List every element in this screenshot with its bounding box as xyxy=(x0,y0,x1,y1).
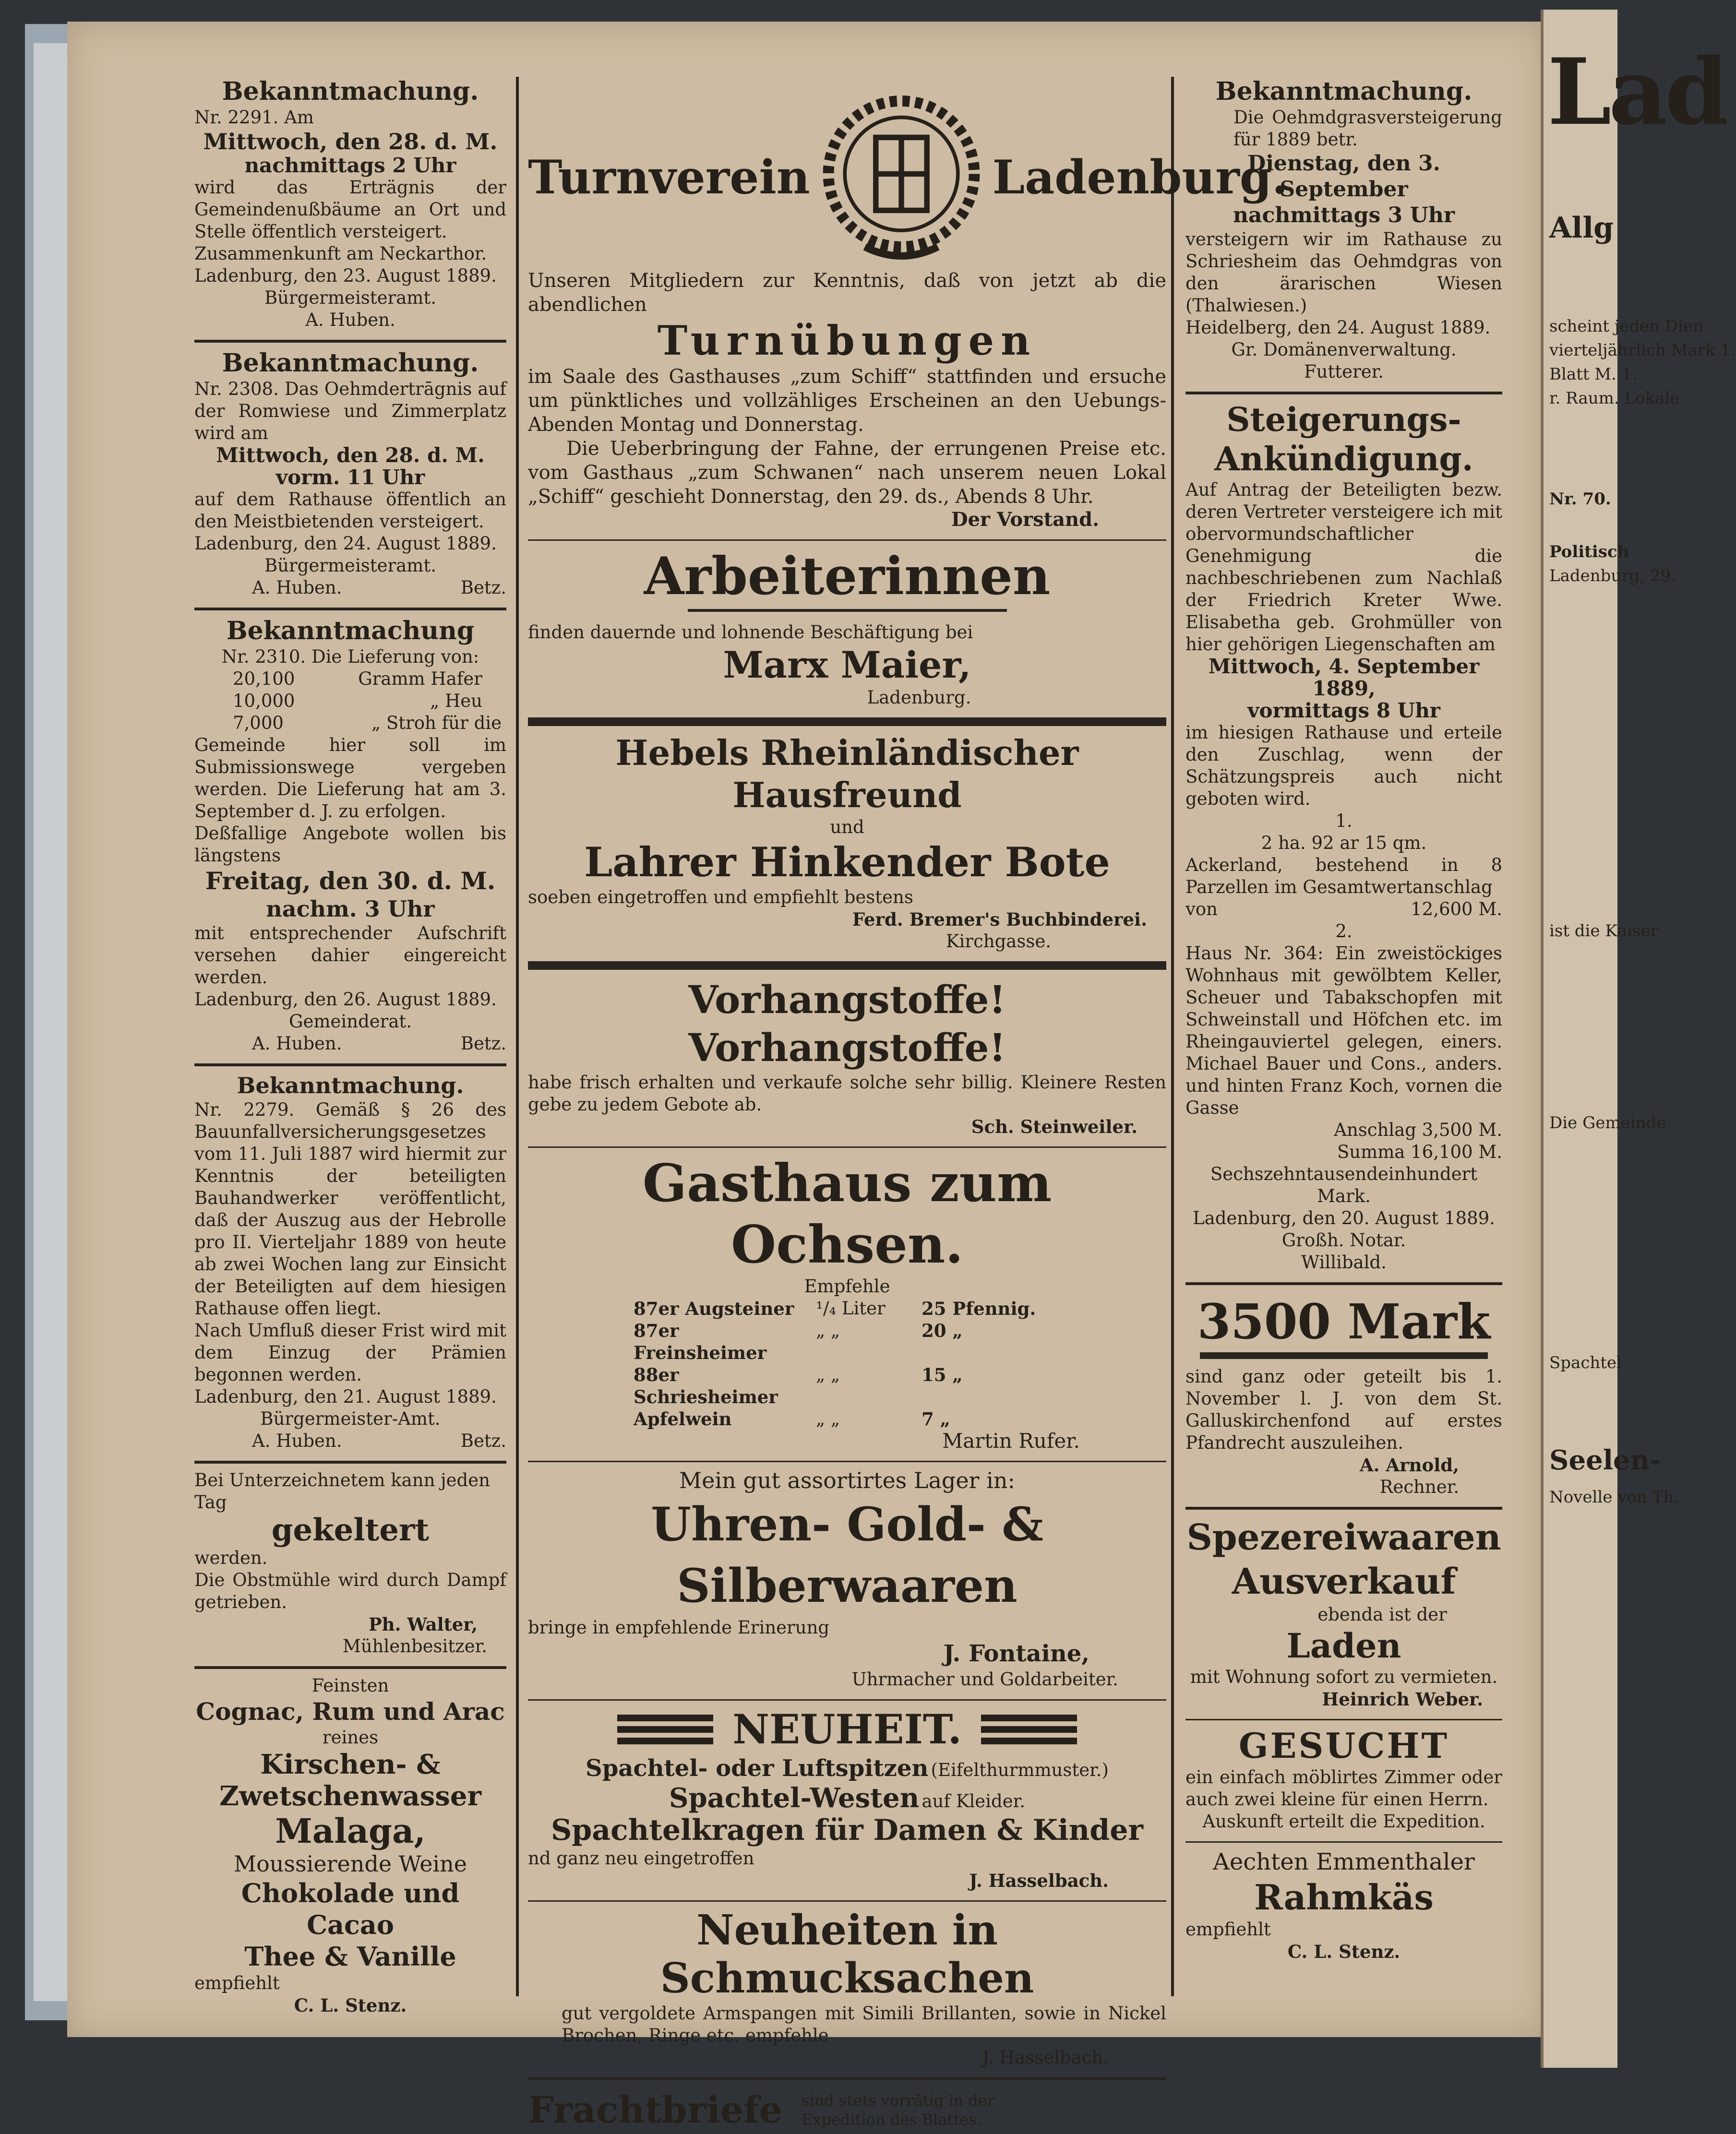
list-item xyxy=(233,712,502,734)
ad-headline: Ausverkauf xyxy=(1232,1561,1456,1602)
edge-line: Ladenburg, 29. xyxy=(1549,566,1676,585)
item-quantity: 10,000 xyxy=(233,691,295,711)
notice-title: Ankündigung. xyxy=(1214,440,1473,478)
notice-office: Gemeinderat. xyxy=(288,1011,412,1032)
column-rule-right xyxy=(1171,77,1174,1996)
edge-line: r. Raum. Lokale xyxy=(1549,389,1680,408)
notice-intro: Nr. 2310. Die Lieferung von: xyxy=(221,646,479,667)
notice-1 xyxy=(194,77,506,331)
wine-name: 88er Schriesheimer xyxy=(634,1364,778,1407)
divider xyxy=(528,961,1166,970)
ad-headline: Frachtbriefe xyxy=(528,2088,782,2131)
ad-note: (Eifelthurmmuster.) xyxy=(931,1760,1109,1780)
ad-line: Malaga, xyxy=(275,1811,426,1851)
lot-price: 12,600 M. xyxy=(1411,899,1502,919)
notice-body: Nach Umfluß dieser Frist wird mit dem Einzug der Prämien begonnen werden. xyxy=(194,1320,506,1385)
notice-body: auf dem Rathause öffentlich an den Meistbietenden versteigert. xyxy=(194,489,506,532)
ad-line: reines xyxy=(322,1727,379,1748)
ad-headline: Arbeiterinnen xyxy=(644,546,1051,607)
ad-headline: NEUHEIT. xyxy=(732,1705,962,1753)
price-row xyxy=(634,1320,1056,1364)
binding-strip xyxy=(34,43,67,2001)
divider xyxy=(528,1900,1166,1902)
notice-place-date: Heidelberg, den 24. August 1889. xyxy=(1185,317,1491,338)
spezerei-ad xyxy=(1185,1515,1502,1710)
ad-line: Spachtelkragen für Damen & Kinder xyxy=(551,1813,1144,1847)
notice-oehmdgras xyxy=(1185,77,1502,383)
item-name: „ Heu xyxy=(430,691,482,711)
notice-body: Nr. 2279. Gemäß § 26 des Bauunfallversicherungsgesetzes vom 11. Juli 1887 wird hiermit zur Kenntnis der beteiligten Bauhandwerker veröffentlicht, daß der Auszug aus der Hebrolle pro II. Vierteljahr 1889 von heute ab zwei Wochen lang zur Einsicht der Beteiligten auf dem hiesigen Rathause offen liegt. xyxy=(194,1099,506,1319)
notice-date: Mittwoch, den 28. d. M. xyxy=(203,129,498,155)
notice-office: Bürgermeister-Amt. xyxy=(260,1408,441,1429)
ad-headline: Rahmkäs xyxy=(1254,1877,1434,1918)
notice-place-date: Ladenburg, den 26. August 1889. xyxy=(194,989,497,1010)
ad-headline: GESUCHT xyxy=(1238,1725,1449,1766)
ad-signer: Heinrich Weber. xyxy=(1322,1689,1483,1710)
wine-name: Apfelwein xyxy=(634,1408,732,1430)
divider xyxy=(1185,392,1502,394)
ad-signer: A. Arnold, xyxy=(1359,1454,1459,1476)
notice-title: Bekanntmachung. xyxy=(1215,77,1473,106)
notice-body: wird das Erträgnis der Gemeindenußbäume an Ort und Stelle öffentlich versteigert. xyxy=(194,177,506,242)
schmuck-ad xyxy=(528,1907,1166,2069)
ad-body: im Saale des Gasthauses „zum Schiff“ stattfinden und ersuche um pünktliches und vollzähliges Erscheinen an den Uebungs-Abenden Montag und Donnerstag. xyxy=(528,366,1166,436)
notice-steigerung xyxy=(1185,400,1502,1274)
ad-signer: C. L. Stenz. xyxy=(1287,1941,1401,1962)
gesucht-ad xyxy=(1185,1725,1502,1833)
wine-name: 87er Freinsheimer xyxy=(634,1320,767,1363)
edge-line: Die Gemeinde xyxy=(1549,1113,1666,1133)
notice-time: vorm. 11 Uhr xyxy=(275,465,425,489)
wreath-emblem-icon xyxy=(810,86,993,269)
ad-body: gut vergoldete Armspangen mit Simili Brillanten, sowie in Nickel Brochen, Ringe etc. empfehle xyxy=(562,2003,1166,2046)
ad-body: Auskunft erteilt die Expedition. xyxy=(1202,1811,1485,1832)
ad-signer: Ph. Walter, xyxy=(368,1614,478,1635)
lot-description: Ackerland, bestehend in 8 Parzellen im Gesamtwertanschlag xyxy=(1185,855,1502,897)
ad-body: nd ganz neu eingetroffen xyxy=(528,1848,754,1869)
notice-body: Nr. 2308. Das Oehmdertrāgnis auf der Romwiese und Zimmerplatz wird am xyxy=(194,379,506,443)
ad-headline: Hebels Rheinländischer Hausfreund xyxy=(615,732,1079,815)
ad-line: Cognac, Rum und Arac xyxy=(196,1697,505,1726)
divider xyxy=(1185,1719,1502,1720)
ad-signer: Der Vorstand. xyxy=(951,508,1099,531)
ad-headline: Turnübungen xyxy=(657,317,1037,364)
wine-price: 25 Pfennig. xyxy=(922,1298,1036,1319)
divider xyxy=(528,1146,1166,1148)
notice-number: Nr. 2291. Am xyxy=(194,107,314,128)
wine-unit: „ „ xyxy=(816,1364,840,1385)
uhren-ad xyxy=(528,1467,1166,1691)
notice-signers xyxy=(194,577,506,599)
item-quantity: 20,100 xyxy=(233,668,295,689)
lot-label: von xyxy=(1185,899,1218,919)
divider xyxy=(528,2077,1166,2080)
ad-body: Die Ueberbringung der Fahne, der errungenen Preise etc. vom Gasthaus „zum Schwanen“ nach unserem neuen Lokal „Schiff“ geschieht Donnerstag, den 29. ds., Abends 8 Uhr. xyxy=(528,438,1166,508)
divider xyxy=(1185,1282,1502,1285)
ad-line: Chokolade und Cacao xyxy=(241,1878,460,1940)
ad-intro: Empfehle xyxy=(804,1276,890,1297)
divider xyxy=(528,539,1166,541)
ad-headline: Laden xyxy=(1286,1626,1401,1666)
lot-sum-words: Sechszehntausendeinhundert Mark. xyxy=(1210,1164,1478,1206)
wine-unit: „ „ xyxy=(816,1320,840,1341)
ad-line: Zwetschenwasser xyxy=(219,1780,481,1812)
edge-line: vierteljährlich Mark 1. xyxy=(1549,341,1736,360)
next-page-edge xyxy=(1541,10,1736,2068)
ad-signer: J. Hasselbach. xyxy=(982,2047,1109,2068)
divider xyxy=(1185,1507,1502,1510)
decorative-bars-icon xyxy=(617,1710,713,1749)
notice-time: nachmittags 2 Uhr xyxy=(244,154,456,177)
ad-intro: Unseren Mitgliedern zur Kenntnis, daß von jetzt ab die abendlichen xyxy=(528,270,1166,316)
ad-intro: Mein gut assortirtes Lager in: xyxy=(679,1467,1015,1493)
neuheit-header xyxy=(528,1705,1166,1753)
ad-conjunction: und xyxy=(830,817,864,837)
notice-title: Bekanntmachung xyxy=(226,616,475,645)
frachtbriefe-ad xyxy=(528,2086,1166,2134)
ad-body: Die Obstmühle wird durch Dampf getrieben. xyxy=(194,1570,506,1612)
edge-line: scheint jeden Dien xyxy=(1549,317,1704,336)
turnverein-ad xyxy=(528,86,1288,531)
ad-signer: J. Fontaine, xyxy=(943,1640,1089,1667)
notice-body: Deßfallige Angebote wollen bis längstens xyxy=(194,823,506,866)
list-item xyxy=(233,668,482,690)
ad-body: werden. xyxy=(194,1548,268,1568)
notice-3 xyxy=(194,616,506,1055)
notice-place-date: Ladenburg, den 21. August 1889. xyxy=(194,1386,497,1407)
notice-signers xyxy=(194,1033,506,1055)
lot-description: Haus Nr. 364: Ein zweistöckiges Wohnhaus mit gewölbtem Keller, Scheuer und Tabakschopfen mit Schweinstall und Höfchen etc. im Rheingauviertel gelegen, einers. Michael Bauer und Cons., anders. und hinten Franz Koch, vornen die Gasse xyxy=(1185,943,1502,1118)
ad-line: Moussierende Weine xyxy=(233,1851,467,1877)
notice-signer: A. Huben. xyxy=(252,1033,342,1054)
divider xyxy=(194,340,506,343)
notice-5 xyxy=(194,1469,506,1657)
divider xyxy=(1185,1841,1502,1843)
notice-place-date: Ladenburg, den 24. August 1889. xyxy=(194,533,497,554)
notice-office: Bürgermeisteramt. xyxy=(264,555,436,576)
notice-place-date: Ladenburg, den 20. August 1889. xyxy=(1193,1208,1495,1228)
ad-body: empfiehlt xyxy=(1185,1919,1271,1940)
ad-line: Kirschen- & xyxy=(260,1749,441,1780)
notice-body: Gemeinde hier soll im Submissionswege vergeben werden. Die Lieferung hat am 3. September d. J. zu erfolgen. xyxy=(194,735,506,822)
notice-signer: A. Huben. xyxy=(305,310,395,330)
notice-2 xyxy=(194,348,506,599)
edge-line: Allg xyxy=(1549,211,1614,245)
headline-underline xyxy=(688,609,1007,612)
notice-office: Großh. Notar. xyxy=(1281,1230,1406,1251)
ad-note: auf Kleider. xyxy=(922,1791,1025,1812)
edge-line: Politisch xyxy=(1549,542,1629,561)
decorative-bars-icon xyxy=(981,1710,1077,1749)
notice-title: Steigerungs- xyxy=(1226,401,1461,439)
ad-body: ein einfach möblirtes Zimmer oder auch zwei kleine für einen Herrn. xyxy=(1185,1767,1502,1810)
notice-signer: Betz. xyxy=(460,577,506,598)
notice-date: Dienstag, den 3. September xyxy=(1247,151,1440,202)
notice-date: Mittwoch, den 28. d. M. xyxy=(216,443,485,467)
wine-price: 15 „ xyxy=(922,1364,963,1385)
notice-signer: A. Huben. xyxy=(252,577,342,598)
ad-body: bringe in empfehlende Erinerung xyxy=(528,1617,830,1638)
divider xyxy=(194,1666,506,1669)
headline-underline xyxy=(1200,1352,1488,1359)
lot-sum: Summa 16,100 M. xyxy=(1337,1142,1502,1162)
ad-signer-title: Mühlenbesitzer. xyxy=(342,1636,487,1657)
notice-time: nachmittags 3 Uhr xyxy=(1233,203,1455,227)
ad-signer: J. Hasselbach. xyxy=(969,1870,1109,1891)
wine-unit: ¹/₄ Liter xyxy=(816,1298,886,1319)
ad-body: habe frisch erhalten und verkaufe solche sehr billig. Kleinere Resten gebe zu jedem Gebote ab. xyxy=(528,1072,1166,1115)
ad-line: Spachtel- oder Luftspitzen xyxy=(586,1755,929,1782)
ochsen-ad xyxy=(528,1153,1166,1452)
notice-signer: Betz. xyxy=(460,1431,506,1451)
ad-signer: C. L. Stenz. xyxy=(294,1995,407,2016)
notice-body: versteigern wir im Rathause zu Schriesheim das Oehmdgras von den ärarischen Wiesen (Thalwiesen.) xyxy=(1185,229,1502,316)
arbeiterinnen-ad xyxy=(528,546,1166,709)
ad-signer: Ferd. Bremer's Buchbinderei. xyxy=(852,909,1147,930)
item-quantity: 7,000 xyxy=(233,713,284,733)
lot-number: 2. xyxy=(1335,921,1353,942)
divider xyxy=(194,1063,506,1066)
ad-headline: Neuheiten in Schmucksachen xyxy=(660,1906,1034,2003)
column-rule-left xyxy=(516,77,519,1996)
ad-body: sind ganz oder geteilt bis 1. November l. J. von dem St. Galluskirchenfond auf erstes Pfandrecht auszuleihen. xyxy=(1185,1366,1502,1453)
column-right xyxy=(1185,77,1502,2044)
ad-body: Expedition des Blattes. xyxy=(802,2110,982,2129)
ad-headline: Spezereiwaaren xyxy=(1186,1517,1501,1558)
ad-line: Aechten Emmenthaler xyxy=(1213,1848,1475,1875)
notice-office: Bürgermeisteramt. xyxy=(264,287,436,308)
notice-body: Die Oehmdgrasversteigerung für 1889 betr. xyxy=(1233,107,1502,150)
notice-title: Bekanntmachung. xyxy=(222,77,479,106)
lot-area: 2 ha. 92 ar 15 qm. xyxy=(1261,833,1427,853)
ad-signer-address: Kirchgasse. xyxy=(946,931,1051,952)
ad-signer: Martin Rufer. xyxy=(942,1429,1080,1453)
ad-body: soeben eingetroffen und empfiehlt bestens xyxy=(528,887,913,907)
edge-line: Blatt M. 1. xyxy=(1549,365,1638,384)
price-list xyxy=(528,1298,1056,1430)
ad-signer-title: Uhrmacher und Goldarbeiter. xyxy=(851,1669,1118,1690)
edge-line: Seelen- xyxy=(1549,1444,1661,1476)
turnverein-title-right: Ladenburg. xyxy=(992,150,1288,204)
lot-price-row xyxy=(1185,898,1502,920)
notice-date: Mittwoch, 4. September 1889, xyxy=(1208,655,1480,700)
hausfreund-ad xyxy=(528,732,1166,953)
notice-signers xyxy=(194,1430,506,1452)
ad-body: finden dauernde und lohnende Beschäftigung bei xyxy=(528,622,973,643)
edge-line: ist die Kaiser xyxy=(1549,921,1658,941)
ad-signer-title: Rechner. xyxy=(1379,1477,1459,1497)
loan-ad xyxy=(1185,1291,1502,1498)
ad-headline: Lahrer Hinkender Bote xyxy=(584,838,1110,886)
notice-place-date: Ladenburg, den 23. August 1889. xyxy=(194,265,497,286)
ad-headline: gekeltert xyxy=(271,1512,430,1548)
ad-line: empfiehlt xyxy=(194,1973,280,1993)
fracht-text xyxy=(802,2091,994,2129)
notice-signer: A. Huben. xyxy=(252,1431,342,1451)
edge-line: Spachtel xyxy=(1549,1353,1622,1372)
ad-intro: Bei Unterzeichnetem kann jeden Tag xyxy=(194,1470,490,1513)
edge-line: Nr. 70. xyxy=(1549,489,1611,509)
lot-price: Anschlag 3,500 M. xyxy=(1334,1120,1502,1140)
ad-name: Marx Maier, xyxy=(723,644,971,686)
divider xyxy=(194,1461,506,1464)
column-left xyxy=(194,77,506,2044)
notice-meeting: Zusammenkunft am Neckarthor. xyxy=(194,243,487,264)
notice-4 xyxy=(194,1072,506,1452)
wine-price: 7 „ xyxy=(922,1408,950,1430)
ad-line: Thee & Vanille xyxy=(244,1941,456,1972)
list-item xyxy=(233,690,482,712)
item-name: „ Stroh für die xyxy=(371,713,502,733)
price-row xyxy=(634,1298,1056,1320)
divider xyxy=(528,1699,1166,1701)
notice-signer: Willibald. xyxy=(1301,1252,1387,1273)
delivery-list xyxy=(194,668,506,734)
wine-price: 20 „ xyxy=(922,1320,963,1341)
edge-line: Novelle von Th. xyxy=(1549,1488,1679,1507)
ad-place: Ladenburg. xyxy=(867,687,971,708)
vorhangstoffe-ad xyxy=(528,976,1166,1138)
ad-headline: Uhren- Gold- & Silberwaaren xyxy=(651,1497,1043,1613)
notice-office: Gr. Domänenverwaltung. xyxy=(1231,339,1457,360)
notice-body: Auf Antrag der Beteiligten bezw. deren Vertreter versteigere ich mit obervormundschaftlicher Genehmigung die nachbeschriebenen zum Nachlaß der Friedrich Kreter Wwe. Elisabetha geb. Grohmüller von hier gehörigen Liegenschaften am xyxy=(1185,479,1502,655)
emmenthaler-ad xyxy=(1185,1848,1502,1963)
next-page-masthead: Lad xyxy=(1547,38,1726,145)
ad-signer: Sch. Steinweiler. xyxy=(971,1116,1137,1137)
ad-headline: Gasthaus zum Ochsen. xyxy=(642,1153,1052,1275)
column-middle xyxy=(528,77,1288,2131)
wine-name: 87er Augsteiner xyxy=(634,1298,794,1319)
price-row xyxy=(634,1364,1056,1408)
notice-time: nachm. 3 Uhr xyxy=(266,896,435,922)
ad-line: Spachtel-Westen xyxy=(669,1782,920,1814)
notice-signer: Betz. xyxy=(460,1033,506,1054)
notice-6 xyxy=(194,1675,506,2016)
ad-headline: Vorhangstoffe! Vorhangstoffe! xyxy=(688,977,1006,1070)
turnverein-header xyxy=(528,86,1288,269)
notice-body: im hiesigen Rathause und erteile den Zuschlag, wenn der Schätzungspreis auch nicht geboten wird. xyxy=(1185,722,1502,809)
notice-signer: Futterer. xyxy=(1304,361,1384,382)
notice-title: Bekanntmachung. xyxy=(222,348,479,378)
price-row xyxy=(634,1408,1056,1430)
wine-unit: „ „ xyxy=(816,1408,840,1429)
lot-number: 1. xyxy=(1335,811,1353,831)
ad-headline: 3500 Mark xyxy=(1197,1293,1491,1350)
ad-intro: Feinsten xyxy=(311,1675,389,1696)
divider xyxy=(528,717,1166,726)
ad-body: sind stets vorrätig in der xyxy=(802,2091,995,2110)
notice-title: Bekanntmachung. xyxy=(237,1073,464,1098)
notice-body: mit entsprechender Aufschrift versehen dahier eingereicht werden. xyxy=(194,923,506,988)
divider xyxy=(194,608,506,610)
turnverein-title-left: Turnverein xyxy=(528,150,810,204)
item-name: Gramm Hafer xyxy=(358,668,482,689)
ad-body: mit Wohnung sofort zu vermieten. xyxy=(1190,1667,1498,1687)
divider xyxy=(528,1461,1166,1462)
neuheit-ad xyxy=(528,1705,1166,1892)
notice-date: Freitag, den 30. d. M. xyxy=(205,867,496,895)
notice-time: vormittags 8 Uhr xyxy=(1247,699,1440,722)
ad-body: ebenda ist der xyxy=(1317,1604,1447,1625)
